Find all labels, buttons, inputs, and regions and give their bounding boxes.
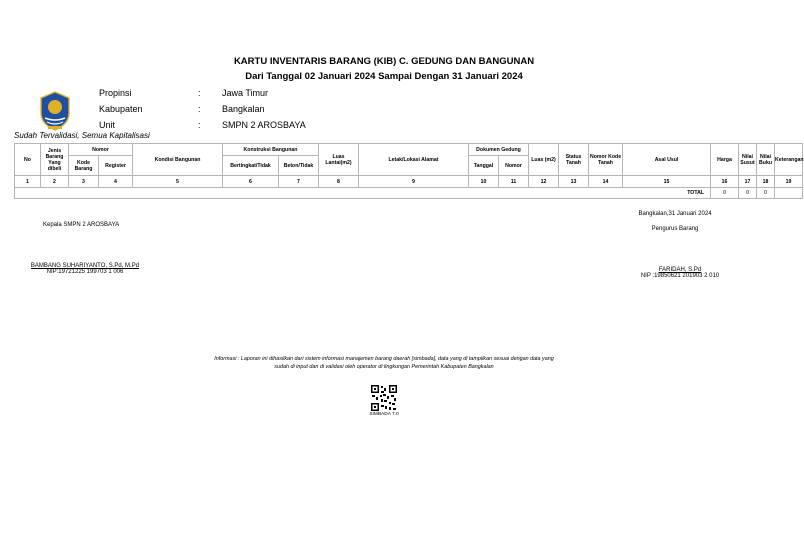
signature-left-title: Kepala SMPN 2 AROSBAYA: [43, 222, 120, 228]
inventory-table: [14, 143, 803, 199]
header-dokumen: Dokumen Gedung: [469, 144, 529, 156]
column-number: 6: [223, 176, 279, 188]
info-footer: [0, 355, 768, 371]
header-luas: Luas (m2): [529, 144, 559, 176]
info-row-propinsi: [0, 88, 400, 100]
column-number: 19: [775, 176, 803, 188]
signature-right-name: FARIDAH, S.Pd: [658, 267, 702, 273]
column-number: 8: [319, 176, 359, 188]
column-number: 2: [41, 176, 69, 188]
header-tanggal: Tanggal: [469, 156, 499, 176]
info-footer-line1: Informasi : Laporan ini dihasilkan dari sistem informasi manajemen barang daerah [simbada], data yang di tampilkan sesuai dengan data yang: [214, 356, 554, 362]
column-number: 15: [623, 176, 711, 188]
header-luas-lantai: Luas Lantai(m2): [319, 144, 359, 176]
info-colon: :: [198, 104, 201, 114]
info-label: Propinsi: [99, 88, 132, 98]
signature-right-title: Pengurus Barang: [651, 226, 699, 232]
header-letak: Letak/Lokasi Alamat: [359, 144, 469, 176]
info-label: Unit: [99, 120, 116, 130]
header-kode-barang: Kode Barang: [69, 156, 99, 176]
total-harga: 0: [711, 188, 739, 199]
header-beton: Beton/Tidak: [279, 156, 319, 176]
info-colon: :: [198, 120, 201, 130]
column-number: 5: [133, 176, 223, 188]
header-nilai-susut: Nilai Susut: [739, 144, 757, 176]
column-number: 14: [589, 176, 623, 188]
total-nilai-buku: 0: [757, 188, 775, 199]
signature-left-block: [10, 263, 160, 275]
qr-label: SIMBADA 7.0: [369, 412, 399, 417]
report-title: KARTU INVENTARIS BARANG (KIB) C. GEDUNG DAN BANGUNAN: [233, 56, 535, 67]
column-number: 4: [99, 176, 133, 188]
total-nilai-susut: 0: [739, 188, 757, 199]
total-label: TOTAL: [15, 188, 711, 199]
header-konstruksi: Konstruksi Bangunan: [223, 144, 319, 156]
info-row-kabupaten: [0, 104, 400, 116]
header-nilai-buku: Nilai Buku: [757, 144, 775, 176]
info-value: Bangkalan: [222, 104, 265, 114]
header-jenis: Jenis Barang Yang dibeli: [41, 144, 69, 176]
header-no: No: [15, 144, 41, 176]
column-number: 9: [359, 176, 469, 188]
signature-left-name: BAMBANG SUHARIYANTO, S.Pd, M.Pd: [30, 263, 140, 269]
qr-code-icon: [370, 384, 398, 412]
table-header-row: [15, 144, 803, 156]
header-bertingkat: Bertingkat/Tidak: [223, 156, 279, 176]
total-keterangan: [775, 188, 803, 199]
header-kondisi: Kondisi Bangunan: [133, 144, 223, 176]
info-value: Jawa Timur: [222, 88, 269, 98]
column-number-row: [15, 176, 803, 188]
validation-note: Sudah Tervalidasi, Semua Kapitalisasi: [14, 131, 150, 140]
column-number: 1: [15, 176, 41, 188]
info-footer-line2: sudah di input dan di validasi oleh operator di lingkungan Pemerintah Kabupaten Bangkalan: [274, 364, 494, 370]
column-number: 17: [739, 176, 757, 188]
report-header: [0, 54, 768, 84]
column-number: 3: [69, 176, 99, 188]
header-status-tanah: Status Tanah: [559, 144, 589, 176]
total-row: [15, 188, 803, 199]
column-number: 18: [757, 176, 775, 188]
column-number: 16: [711, 176, 739, 188]
signature-right-nip: NIP :19850621 201903 2 010: [640, 273, 720, 279]
header-asal-usul: Asal Usul: [623, 144, 711, 176]
header-register: Register: [99, 156, 133, 176]
header-nomor: Nomor: [69, 144, 133, 156]
header-nomor-kode-tanah: Nomor Kode Tanah: [589, 144, 623, 176]
column-number: 7: [279, 176, 319, 188]
column-number: 10: [469, 176, 499, 188]
signature-left-nip: NIP:19721225 199703 1 006: [46, 269, 124, 275]
signature-right-block: [605, 267, 755, 279]
info-label: Kabupaten: [99, 104, 143, 114]
info-colon: :: [198, 88, 201, 98]
header-nomor-dokumen: Nomor: [499, 156, 529, 176]
header-keterangan: Keterangan: [775, 144, 803, 176]
info-value: SMPN 2 AROSBAYA: [222, 120, 306, 130]
signature-place-date: Bangkalan,31 Januari 2024: [638, 211, 712, 217]
report-period: Dari Tanggal 02 Januari 2024 Sampai Dengan 31 Januari 2024: [245, 71, 523, 82]
column-number: 12: [529, 176, 559, 188]
column-number: 11: [499, 176, 529, 188]
column-number: 13: [559, 176, 589, 188]
header-harga: Harga: [711, 144, 739, 176]
